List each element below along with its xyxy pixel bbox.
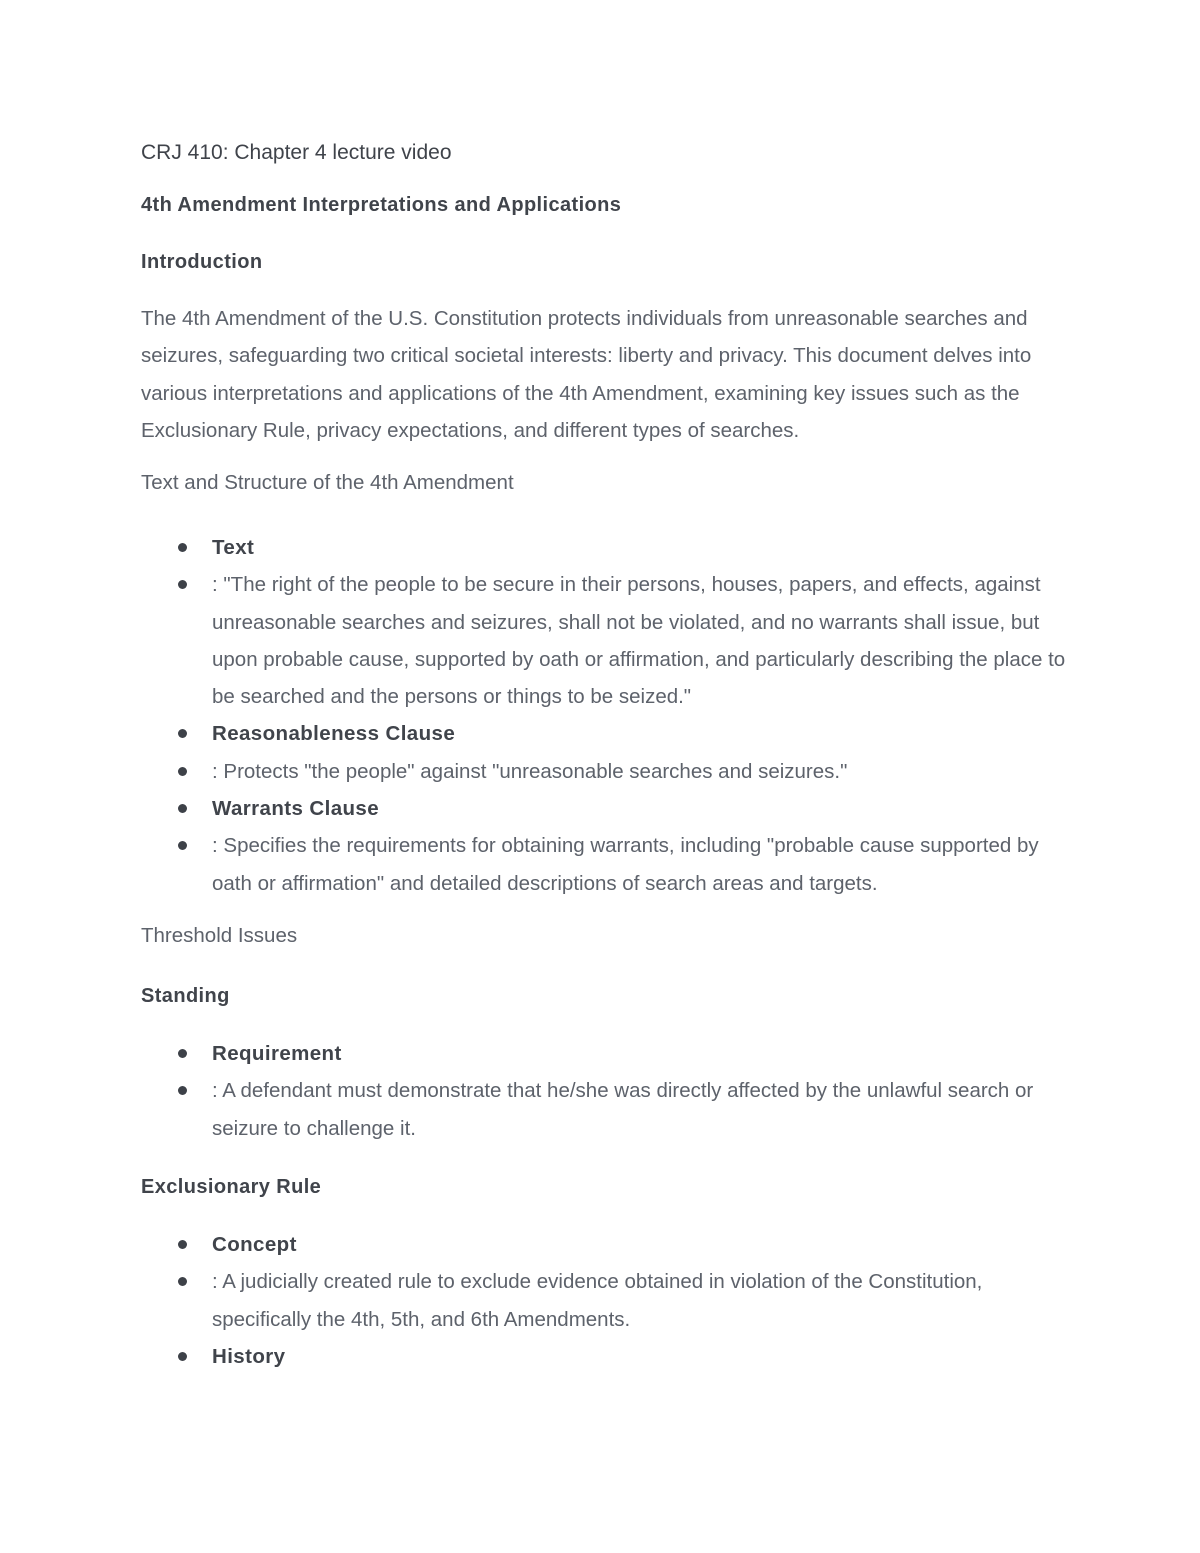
bullet-icon (178, 580, 187, 589)
list-item-text: Warrants Clause (212, 797, 380, 821)
list-item-text: Text (212, 536, 255, 559)
exclusionary-list (141, 1226, 1066, 1375)
main-heading: 4th Amendment Interpretations and Applications (141, 194, 622, 216)
list-item-text: : "The right of the people to be secure in their persons, houses, papers, and effects, against unreasonable searches and seizures, shall not be violated, and no warrants shall issue, but upon probable cause, supported by oath or affirmation, and particularly describing the place to be searched and the persons or things to be seized." (212, 573, 1066, 709)
list-item (141, 790, 1066, 827)
threshold-heading: Threshold Issues (141, 924, 298, 947)
list-item-text: : Protects "the people" against "unreasonable searches and seizures." (212, 759, 848, 783)
intro-heading: Introduction (141, 251, 263, 273)
bullet-icon (178, 729, 187, 738)
list-item-text: Reasonableness Clause (212, 722, 456, 746)
standing-list (141, 1035, 1066, 1147)
list-item (141, 1035, 1066, 1072)
list-item (141, 1072, 1066, 1147)
list-item-text: History (212, 1344, 286, 1368)
bullet-icon (178, 1240, 187, 1249)
list-item-text: : A defendant must demonstrate that he/she was directly affected by the unlawful search or seizure to challenge it. (212, 1079, 1034, 1140)
exclusionary-heading: Exclusionary Rule (141, 1176, 322, 1198)
bullet-icon (178, 543, 187, 552)
bullet-icon (178, 1049, 187, 1058)
list-item-text: : Specifies the requirements for obtaining warrants, including "probable cause supported by oath or affirmation" and detailed descriptions of search areas and targets. (212, 834, 1039, 895)
intro-paragraph: The 4th Amendment of the U.S. Constitution protects individuals from unreasonable searches and seizures, safeguarding two critical societal interests: liberty and privacy. This document delves into various interpretations and applications of the 4th Amendment, examining key issues such as the Exclusionary Rule, privacy expectations, and different types of searches. (141, 307, 1032, 442)
list-item (141, 753, 1066, 790)
text-structure-heading: Text and Structure of the 4th Amendment (141, 471, 514, 494)
text-structure-list (141, 529, 1066, 902)
list-item (141, 529, 1066, 566)
bullet-icon (178, 841, 187, 850)
bullet-icon (178, 1277, 187, 1286)
list-item (141, 1263, 1066, 1338)
bullet-icon (178, 804, 187, 813)
bullet-icon (178, 1086, 187, 1095)
list-item-text: Requirement (212, 1042, 342, 1065)
list-item (141, 1226, 1066, 1263)
list-item (141, 715, 1066, 752)
standing-heading: Standing (141, 985, 230, 1007)
list-item (141, 1338, 1066, 1375)
list-item (141, 566, 1066, 715)
list-item-text: : A judicially created rule to exclude evidence obtained in violation of the Constitution, specifically the 4th, 5th, and 6th Amendments. (212, 1270, 983, 1331)
bullet-icon (178, 767, 187, 776)
document-title: CRJ 410: Chapter 4 lecture video (141, 141, 452, 164)
bullet-icon (178, 1352, 187, 1361)
list-item-text: Concept (212, 1233, 297, 1256)
list-item (141, 827, 1066, 902)
